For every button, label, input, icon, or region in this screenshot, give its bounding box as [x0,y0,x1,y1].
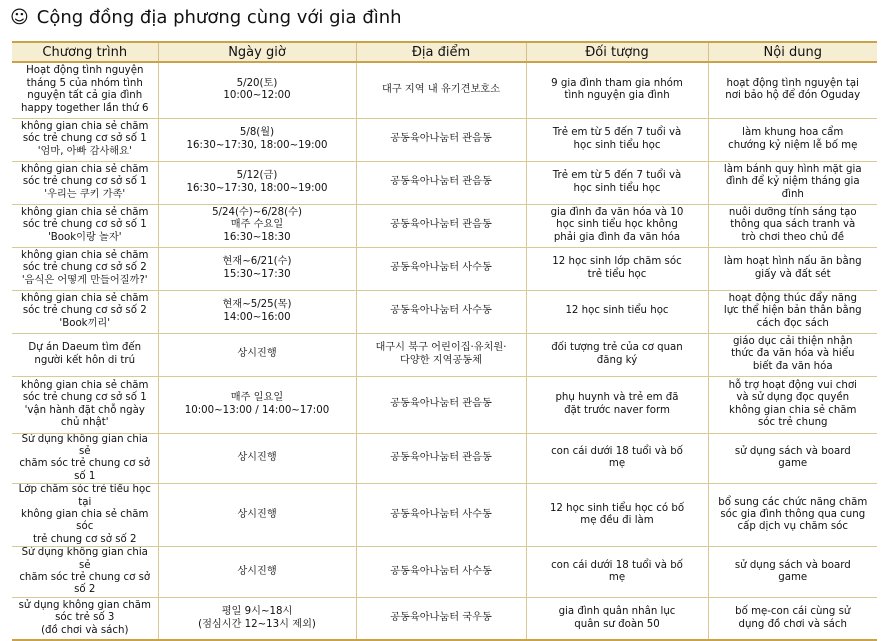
cell-datetime: 5/24(수)~6/28(수) 매주 수요일 16:30~18:30 [158,204,356,247]
cell-content: hỗ trợ hoạt động vui chơi và sử dụng đọc quyền không gian chia sẻ chăm sóc trẻ chung [708,376,877,433]
table-row [12,118,877,161]
cell-location: 공동육아나눔터 관음동 [356,204,526,247]
cell-target: Trẻ em từ 5 đến 7 tuổi và học sinh tiểu học [526,118,708,161]
cell-location: 대구 지역 내 유기견보호소 [356,62,526,118]
cell-content: làm khung hoa cẩm chướng kỷ niệm lễ bố mẹ [708,118,877,161]
table-row [12,290,877,333]
header-datetime: Ngày giờ [158,42,356,62]
cell-target: gia đình quân nhân lục quân sư đoàn 50 [526,597,708,640]
cell-content: bố mẹ-con cái cùng sử dụng đồ chơi và sách [708,597,877,640]
cell-program: không gian chia sẻ chăm sóc trẻ chung cơ sở số 1 '엄마, 아빠 감사해요' [12,118,158,161]
cell-content: hoạt động thúc đẩy năng lực thể hiện bản thân bằng cách đọc sách [708,290,877,333]
cell-program: không gian chia sẻ chăm sóc trẻ chung cơ sở số 1 '우리는 쿠키 가족' [12,161,158,204]
cell-datetime: 상시진행 [158,547,356,598]
page-title: Cộng đồng địa phương cùng với gia đình [36,7,402,28]
table-row [12,433,877,484]
cell-datetime: 5/20(토) 10:00~12:00 [158,62,356,118]
cell-program: không gian chia sẻ chăm sóc trẻ chung cơ sở số 2 'Book끼리' [12,290,158,333]
table-row [12,484,877,547]
page-header [10,6,402,30]
table-row [12,247,877,290]
cell-datetime: 평일 9시~18시 (점심시간 12~13시 제외) [158,597,356,640]
smiley-icon: ☺ [10,7,29,28]
cell-location: 공동육아나눔터 관음동 [356,433,526,484]
cell-target: Trẻ em từ 5 đến 7 tuổi và học sinh tiểu học [526,161,708,204]
header-target: Đối tượng [526,42,708,62]
cell-target: 12 học sinh tiểu học [526,290,708,333]
cell-datetime: 현재~5/25(목) 14:00~16:00 [158,290,356,333]
cell-target: 12 học sinh lớp chăm sóc trẻ tiểu học [526,247,708,290]
cell-program: không gian chia sẻ chăm sóc trẻ chung cơ sở số 1 'vận hành đặt chỗ ngày chủ nhật' [12,376,158,433]
table-row [12,62,877,118]
cell-location: 공동육아나눔터 사수동 [356,247,526,290]
cell-target: phụ huynh và trẻ em đã đặt trước naver form [526,376,708,433]
table-row [12,333,877,376]
cell-location: 공동육아나눔터 사수동 [356,484,526,547]
cell-target: đối tượng trẻ của cơ quan đăng ký [526,333,708,376]
cell-program: không gian chia sẻ chăm sóc trẻ chung cơ sở số 2 '음식은 어떻게 만들어질까?' [12,247,158,290]
cell-content: sử dụng sách và board game [708,433,877,484]
cell-program: Hoạt động tình nguyện tháng 5 của nhóm tình nguyện tất cả gia đình happy together lần thứ 6 [12,62,158,118]
cell-target: 9 gia đình tham gia nhóm tình nguyện gia đình [526,62,708,118]
cell-target: 12 học sinh tiểu học có bố mẹ đều đi làm [526,484,708,547]
cell-location: 공동육아나눔터 사수동 [356,547,526,598]
cell-location: 공동육아나눔터 관음동 [356,118,526,161]
table-body [12,62,877,640]
cell-content: giáo dục cải thiện nhận thức đa văn hóa và hiểu biết đa văn hóa [708,333,877,376]
cell-datetime: 상시진행 [158,484,356,547]
cell-location: 공동육아나눔터 국우동 [356,597,526,640]
cell-datetime: 5/8(월) 16:30~17:30, 18:00~19:00 [158,118,356,161]
cell-program: Lớp chăm sóc trẻ tiểu học tại không gian chia sẻ chăm sóc trẻ chung cơ sở số 2 [12,484,158,547]
table-row [12,376,877,433]
cell-location: 공동육아나눔터 관음동 [356,376,526,433]
cell-content: sử dụng sách và board game [708,547,877,598]
cell-location: 대구시 북구 어린이집·유치원· 다양한 지역공동체 [356,333,526,376]
cell-program: không gian chia sẻ chăm sóc trẻ chung cơ sở số 1 'Book이랑 놀자' [12,204,158,247]
cell-program: Dự án Daeum tìm đến người kết hôn di trú [12,333,158,376]
cell-datetime: 매주 일요일 10:00~13:00 / 14:00~17:00 [158,376,356,433]
cell-content: nuôi dưỡng tính sáng tạo thông qua sách tranh và trò chơi theo chủ đề [708,204,877,247]
cell-datetime: 현재~6/21(수) 15:30~17:30 [158,247,356,290]
cell-content: làm bánh quy hình mặt gia đình để kỷ niệm tháng gia đình [708,161,877,204]
program-table [12,41,877,641]
cell-datetime: 상시진행 [158,433,356,484]
cell-datetime: 상시진행 [158,333,356,376]
table-row [12,161,877,204]
cell-target: con cái dưới 18 tuổi và bố mẹ [526,433,708,484]
header-content: Nội dung [708,42,877,62]
header-program: Chương trình [12,42,158,62]
table-header-row [12,42,877,62]
cell-location: 공동육아나눔터 사수동 [356,290,526,333]
cell-program: Sử dụng không gian chia sẻ chăm sóc trẻ chung cơ sở số 1 [12,433,158,484]
table-row [12,597,877,640]
cell-target: con cái dưới 18 tuổi và bố mẹ [526,547,708,598]
cell-content: bổ sung các chức năng chăm sóc gia đình thông qua cung cấp dịch vụ chăm sóc [708,484,877,547]
header-location: Địa điểm [356,42,526,62]
cell-location: 공동육아나눔터 관음동 [356,161,526,204]
cell-datetime: 5/12(금) 16:30~17:30, 18:00~19:00 [158,161,356,204]
cell-content: hoạt động tình nguyện tại nơi bảo hộ để đón Oguday [708,62,877,118]
cell-target: gia đình đa văn hóa và 10 học sinh tiểu học không phải gia đình đa văn hóa [526,204,708,247]
cell-program: Sử dụng không gian chia sẻ chăm sóc trẻ chung cơ sở số 2 [12,547,158,598]
cell-content: làm hoạt hình nấu ăn bằng giấy và đất sét [708,247,877,290]
program-table-wrapper [12,41,877,641]
cell-program: sử dụng không gian chăm sóc trẻ số 3 (đồ chơi và sách) [12,597,158,640]
table-row [12,204,877,247]
